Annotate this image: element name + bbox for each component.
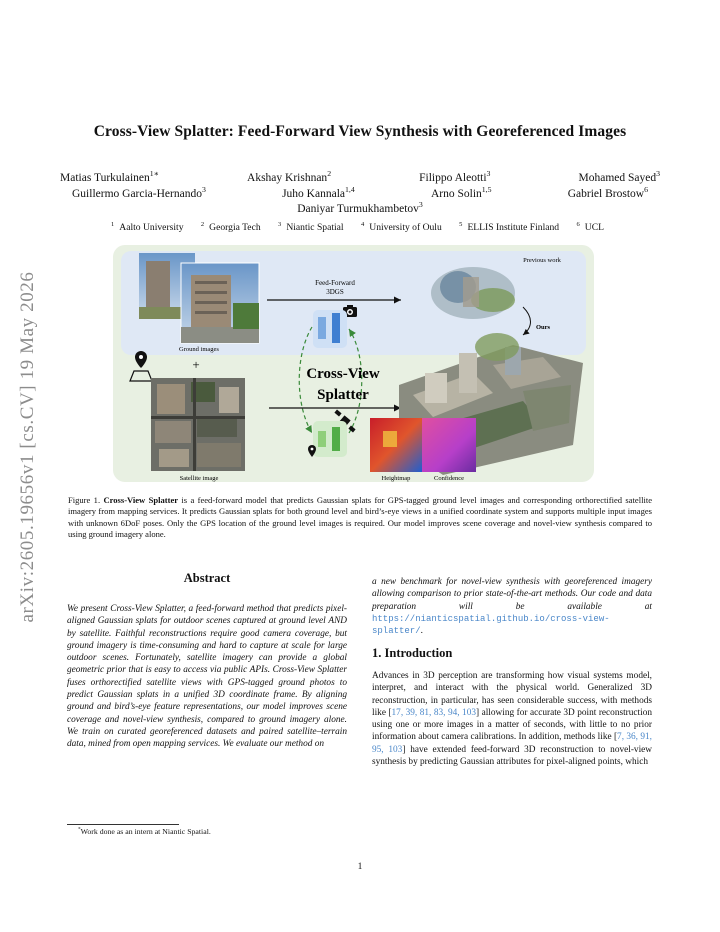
heightmap-label: Heightmap <box>381 475 411 482</box>
ground-encoder-icon <box>313 310 347 348</box>
paper-title: Cross-View Splatter: Feed-Forward View Synthesis with Georeferenced Images <box>93 123 627 140</box>
method-name-line2: Splatter <box>317 387 369 403</box>
method-name-line1: Cross-View <box>306 366 380 382</box>
author: Daniyar Turmukhambetov$^3$ <box>297 200 423 215</box>
author: Akshay Krishnan$^2$ <box>247 169 332 184</box>
arxiv-stamp: arXiv:2605.19656v1 [cs.CV] 19 May 2026 <box>17 271 38 623</box>
teaser-figure <box>113 245 594 482</box>
author-row-1 <box>60 171 660 187</box>
author-row-2 <box>60 184 660 203</box>
abstract-heading: Abstract <box>183 571 231 585</box>
footnote: *Work done as an intern at Niantic Spatial. <box>78 826 211 836</box>
ours-label: Ours <box>535 324 551 331</box>
satellite-image <box>151 378 245 471</box>
project-link[interactable]: https://nianticspatial.github.io/cross-view-splatter/ <box>372 613 610 637</box>
author: Arno Solin$^{1,5}$ <box>430 184 492 200</box>
introduction-text: Advances in 3D perception are transforming how visual systems model, interpret, and interact with the physical world. Generalized 3D reconstruction, in particular, has seen considerable success, with methods like [17, 39, 81, 83, 94, 103] allowing for accurate 3D point reconstruction using one or more images in a matter of seconds, with little to no prior information about camera calibrations. In addition, methods like [7, 36, 91, 95, 103] have extended feed-forward 3D reconstruction to novel-view synthesis by predicting Gaussian attributes for pixel-aligned points, which <box>372 671 653 768</box>
author: Matias Turkulainen$^{1∗}$ <box>60 169 159 184</box>
previous-work-render <box>431 267 515 319</box>
author: Juho Kannala$^{1,4}$ <box>282 184 355 200</box>
previous-work-label: Previous work <box>523 257 561 264</box>
affiliation: $^6$ UCL <box>576 220 604 233</box>
abstract-continuation: a new benchmark for novel-view synthesis with georeferenced imagery allowing comparison to prior state-of-the-art methods. Our code and data preparation will be available at https://nianticspatial.github.io/cross-view-splatter/. <box>372 577 652 637</box>
author-list <box>60 171 660 218</box>
ground-images-label: Ground images <box>179 346 219 353</box>
abstract-text: We present Cross-View Splatter, a feed-forward method that predicts pixel-aligned Gaussian splats for outdoor scenes captured at ground level AND by satellite. Faithful reconstructions require good camera coverage, but ground imagery is time-consuming and hard to capture at scale for large outdoor scenes. Fortunately, satellite imagery can provide a global geometric prior that is easy to access via public APIs. Cross-View Splatter fuses orthorectified satellite views with GPS-tagged ground photos to predict Gaussian splats in a unified 3D coordinate frame. By aligning ground and bird’s-eye feature representations, our model improves scene coverage and novel-view synthesis, compared to ground imagery alone. We train on curated georeferenced datasets and paired satellite–terrain data, mined from open mapping services. We evaluate our method on <box>67 604 347 750</box>
affiliation: $^3$ Niantic Spatial <box>278 220 344 233</box>
affiliation: $^4$ University of Oulu <box>361 220 442 233</box>
page-number: 1 <box>357 862 363 872</box>
author: Gabriel Brostow$^6$ <box>567 184 648 200</box>
author-row-3 <box>60 202 660 218</box>
confidence-label: Confidence <box>434 475 464 482</box>
author: Guillermo Garcia-Hernando$^3$ <box>72 184 206 200</box>
citation-links[interactable]: 7, 36, 91, 95, 103 <box>372 732 652 755</box>
satellite-image-label: Satellite image <box>179 475 219 482</box>
affiliation: $^2$ Georgia Tech <box>200 220 261 233</box>
author: Mohamed Sayed$^3$ <box>578 169 660 184</box>
affiliation: $^5$ ELLIS Institute Finland <box>459 220 560 233</box>
footnote-divider <box>67 824 179 825</box>
affiliations <box>60 222 660 233</box>
figure-caption: Figure 1. Cross-View Splatter is a feed-forward model that predicts Gaussian splats for GPS-tagged ground level images and corresponding orthorectified satellite imagery from mapping services. It predicts Gaussian splats for both ground level and bird’s-eye views in a unified coordinate system and supports multiple input images with unknown 6DoF poses. Only the GPS location of the ground level images is required. Our model improves scene coverage and novel-view synthesis compared to using ground imagery alone. <box>68 495 652 539</box>
author: Filippo Aleotti$^3$ <box>419 169 491 184</box>
satellite-encoder-icon <box>313 421 347 457</box>
confidence-image <box>422 418 476 472</box>
introduction-heading: 1. Introduction <box>372 646 453 660</box>
3dgs-label: 3DGS <box>326 288 344 296</box>
feed-forward-label: Feed-Forward <box>315 279 355 287</box>
plus-sign: + <box>192 357 200 372</box>
affiliation: $^1$ Aalto University <box>111 220 184 233</box>
citation-links[interactable]: 17, 39, 81, 83, 94, 103 <box>391 707 477 718</box>
